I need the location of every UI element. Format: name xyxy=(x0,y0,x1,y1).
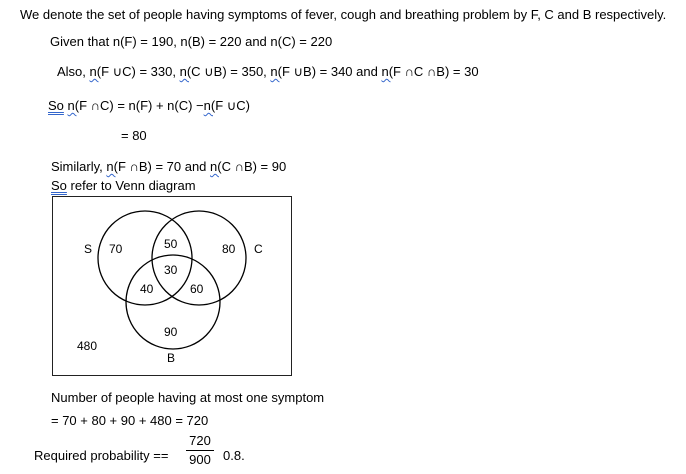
venn-diagram xyxy=(52,196,292,376)
n-cb-n: n( xyxy=(210,159,222,174)
probability-label: Required probability == xyxy=(34,448,169,463)
also-prefix: Also, xyxy=(57,64,90,79)
probability-result: 0.8. xyxy=(223,448,245,463)
refer-line xyxy=(51,178,196,194)
fraction-numerator: 720 xyxy=(189,433,211,448)
value-center: 30 xyxy=(164,263,178,277)
label-s: S xyxy=(84,242,93,256)
value-outside: 480 xyxy=(77,339,98,353)
n-word: n( xyxy=(67,98,80,113)
n-cub-n: n( xyxy=(179,64,192,79)
value-c-only: 80 xyxy=(222,242,236,256)
formula-part2: F ∪C) xyxy=(215,98,251,113)
sum-text: = 70 + 80 + 90 + 480 = 720 xyxy=(51,413,209,428)
value-sc-overlap: 50 xyxy=(164,237,178,251)
fub-value: F ∪B) = 340 and xyxy=(281,64,382,79)
fb-value: F ∩B) = 70 and xyxy=(117,159,211,174)
fraction-bar xyxy=(186,450,214,451)
n-word-2: n( xyxy=(203,98,216,113)
value-b-only: 90 xyxy=(164,325,178,339)
refer-rest: refer to Venn diagram xyxy=(66,178,196,193)
refer-so: So xyxy=(51,178,67,193)
value-cb-overlap: 60 xyxy=(190,282,204,296)
given-text: Given that n(F) = 190, n(B) = 220 and n(C) = 220 xyxy=(50,34,333,49)
intro-text: We denote the set of people having symptoms of fever, cough and breathing problem by F, C and B respectively. xyxy=(20,7,667,22)
venn-svg xyxy=(53,197,291,375)
fraction-denominator: 900 xyxy=(189,452,211,467)
n-fcb-n: n( xyxy=(381,64,394,79)
label-b: B xyxy=(167,351,176,365)
n-fub-n: n( xyxy=(270,64,282,79)
label-c: C xyxy=(254,242,263,256)
n-fb-n: n( xyxy=(106,159,118,174)
cub-value: C ∪B) = 350, xyxy=(191,64,271,79)
n-fuc-n: n( xyxy=(89,64,102,79)
at-most-one-text: Number of people having at most one symptom xyxy=(51,390,325,405)
formula-part1: F ∩C) = n(F) + n(C) − xyxy=(79,98,204,113)
similarly-line xyxy=(51,159,286,175)
also-text xyxy=(57,64,479,80)
equals-80: = 80 xyxy=(121,128,147,143)
value-sb-overlap: 40 xyxy=(140,282,154,296)
fuc-value: F ∪C) = 330, xyxy=(101,64,180,79)
similarly-prefix: Similarly, xyxy=(51,159,107,174)
cb-value: C ∩B) = 90 xyxy=(221,159,287,174)
value-s-only: 70 xyxy=(109,242,123,256)
so-word: So xyxy=(48,98,64,113)
so-formula-line xyxy=(48,98,250,114)
fcb-value: F ∩C ∩B) = 30 xyxy=(393,64,479,79)
